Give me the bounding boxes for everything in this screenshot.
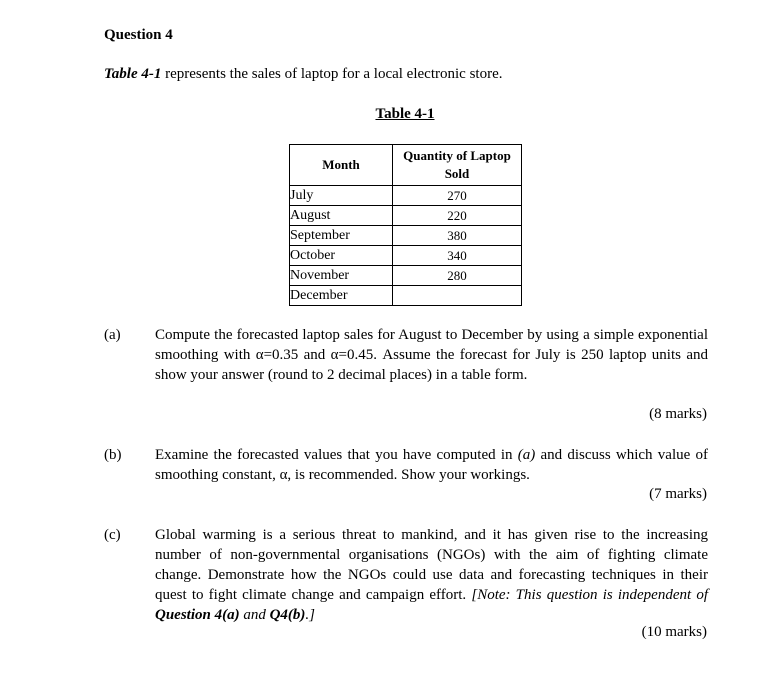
part-c-note-suffix: .] <box>305 607 316 623</box>
part-a <box>104 325 708 385</box>
cell-quantity: 340 <box>393 246 522 266</box>
sales-table <box>289 144 522 306</box>
cell-month: November <box>290 266 393 286</box>
cell-quantity: 270 <box>393 186 522 206</box>
cell-month: October <box>290 246 393 266</box>
part-c-note-ref1: Question 4(a) <box>155 607 240 623</box>
header-quantity-line2: Sold <box>444 166 470 181</box>
part-c-body: Global warming is a serious threat to mankind, and it has given rise to the increasing number of non-governmental organisations (NGOs) with the aim of fighting climate change. Demonstrate how the NGOs could use data and forecasting techniques in their quest to fight climate change and campaign effort. <box>155 527 708 603</box>
part-b-marks: (7 marks) <box>649 486 707 502</box>
cell-month: July <box>290 186 393 206</box>
intro-table-ref: Table 4-1 <box>104 66 162 82</box>
part-b-text-before: Examine the forecasted values that you have computed in <box>155 447 518 463</box>
table-caption: Table 4-1 <box>375 106 435 122</box>
table-row <box>290 266 522 286</box>
cell-quantity: 380 <box>393 226 522 246</box>
part-a-text: Compute the forecasted laptop sales for August to December by using a simple exponential smoothing with α=0.35 and α=0.45. Assume the forecast for July is 250 laptop units and show your answer (round to 2 decimal places) in a table form. <box>155 327 708 383</box>
table-row <box>290 286 522 306</box>
table-row <box>290 226 522 246</box>
header-quantity <box>393 145 522 186</box>
intro-text: represents the sales of laptop for a local electronic store. <box>161 66 503 82</box>
part-c-note-ref2: Q4(b) <box>269 607 306 623</box>
cell-quantity: 280 <box>393 266 522 286</box>
part-a-label: (a) <box>104 327 121 343</box>
part-c-note-mid: and <box>239 607 270 623</box>
part-c-label: (c) <box>104 527 121 543</box>
cell-month: December <box>290 286 393 306</box>
part-c-note-prefix: [Note: This question is independent of <box>471 587 708 603</box>
part-b <box>104 445 708 485</box>
question-title: Question 4 <box>104 27 173 43</box>
table-row <box>290 246 522 266</box>
part-c-marks: (10 marks) <box>641 624 707 640</box>
cell-quantity <box>393 286 522 306</box>
part-b-label: (b) <box>104 447 122 463</box>
part-b-text-after: and discuss which value of smoothing constant, α, is recommended. Show your workings. <box>155 447 708 483</box>
part-c-text <box>155 525 708 625</box>
part-a-marks: (8 marks) <box>649 406 707 422</box>
cell-quantity: 220 <box>393 206 522 226</box>
part-b-text-ref: (a) <box>517 447 536 463</box>
header-month: Month <box>290 145 393 186</box>
header-quantity-line1: Quantity of Laptop <box>403 148 511 163</box>
part-b-text <box>155 445 708 485</box>
table-header-row <box>290 145 522 186</box>
cell-month: August <box>290 206 393 226</box>
table-row <box>290 206 522 226</box>
question-intro <box>104 66 502 83</box>
table-row <box>290 186 522 206</box>
cell-month: September <box>290 226 393 246</box>
part-c <box>104 525 708 625</box>
